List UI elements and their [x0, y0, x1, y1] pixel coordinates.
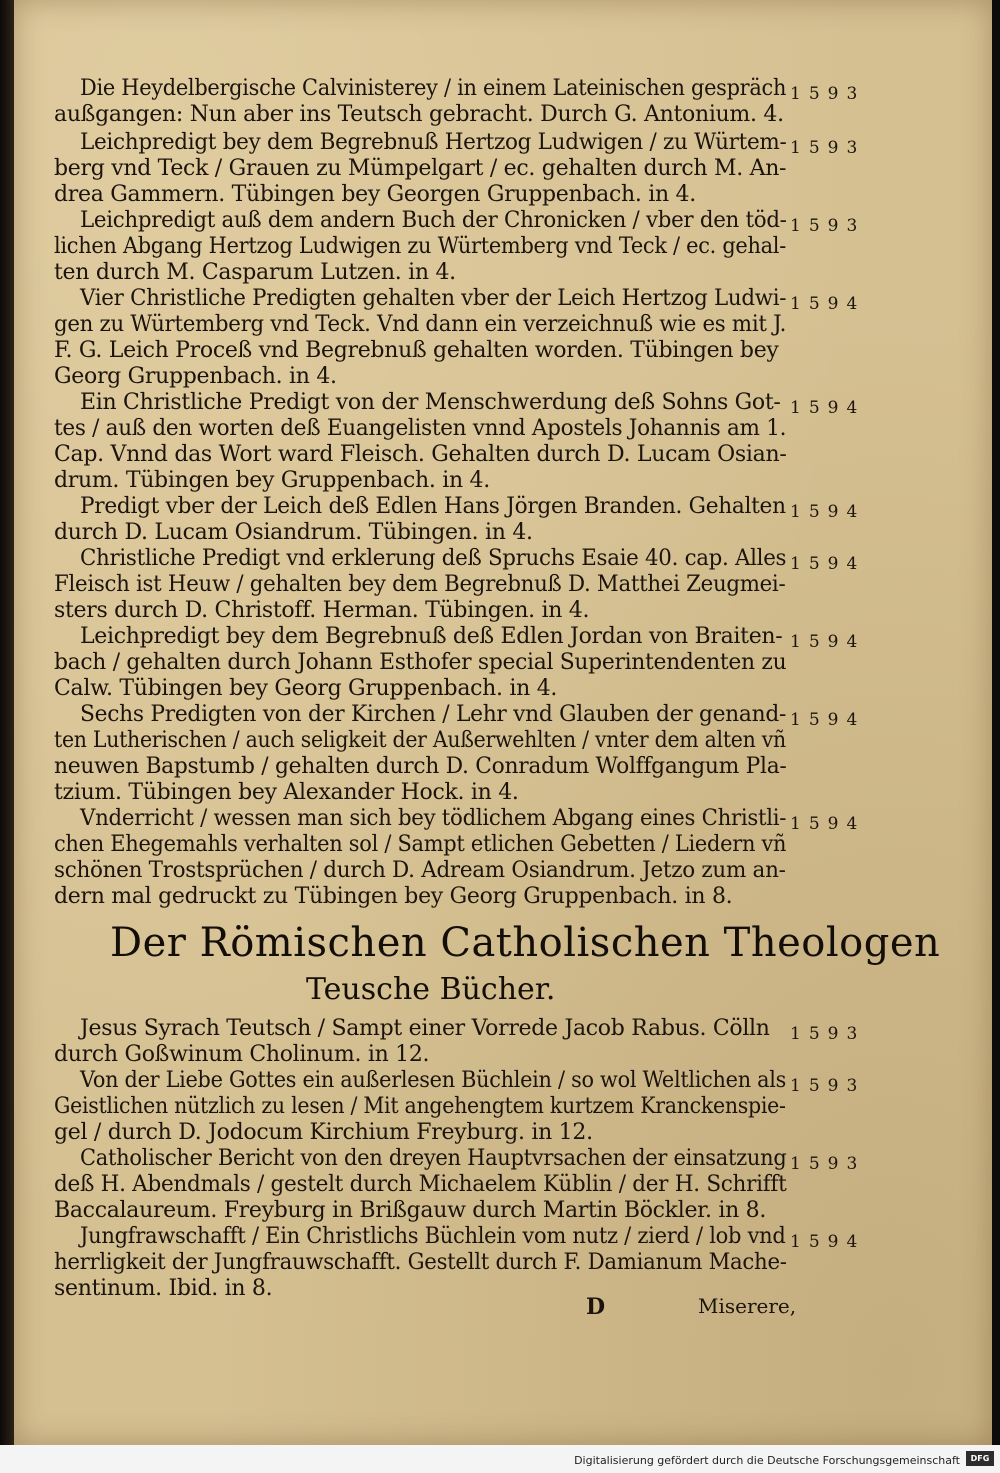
lutheran-entry-line: Leichpredigt bey dem Begrebnuß deß Edlen Jordan von Braiten-: [80, 624, 783, 649]
lutheran-entry-line: lichen Abgang Hertzog Ludwigen zu Würtemberg vnd Teck / ec. gehal-: [54, 234, 786, 259]
catholic-entry-year: 1593: [790, 1076, 866, 1096]
catholic-entry-line: Geistlichen nützlich zu lesen / Mit angehengtem kurtzem Kranckenspie-: [54, 1094, 786, 1119]
section-heading: Der Römischen Catholischen Theologen: [110, 920, 941, 966]
signature-mark: D: [586, 1294, 606, 1320]
lutheran-entry-line: Sechs Predigten von der Kirchen / Lehr vnd Glauben der genand-: [80, 702, 787, 727]
lutheran-entry-year: 1594: [790, 294, 866, 314]
page-right-edge: [992, 0, 1000, 1445]
lutheran-entry-year: 1594: [790, 502, 866, 522]
footer-credit: Digitalisierung gefördert durch die Deutsche Forschungsgemeinschaft: [574, 1454, 960, 1467]
lutheran-entry-year: 1594: [790, 554, 866, 574]
lutheran-entry-line: Predigt vber der Leich deß Edlen Hans Jörgen Branden. Gehalten: [80, 494, 786, 519]
footer-bar: [0, 1445, 1000, 1473]
lutheran-entry-line: sters durch D. Christoff. Herman. Tübingen. in 4.: [54, 598, 590, 623]
lutheran-entry-line: ten Lutherischen / auch seligkeit der Außerwehlten / vnter dem alten vñ: [54, 728, 786, 753]
lutheran-entry-year: 1593: [790, 216, 866, 236]
lutheran-entry-year: 1594: [790, 814, 866, 834]
dfg-logo-icon: DFG: [966, 1451, 994, 1466]
lutheran-entry-line: neuwen Bapstumb / gehalten durch D. Conradum Wolffgangum Pla-: [54, 754, 787, 779]
lutheran-entry-line: chen Ehegemahls verhalten sol / Sampt etlichen Gebetten / Liedern vñ: [54, 832, 787, 857]
lutheran-entry-year: 1594: [790, 710, 866, 730]
lutheran-entry-line: Calw. Tübingen bey Georg Gruppenbach. in 4.: [54, 676, 558, 701]
lutheran-entry-line: ten durch M. Casparum Lutzen. in 4.: [54, 260, 456, 285]
catchword: Miserere,: [698, 1294, 797, 1318]
lutheran-entry-line: Christliche Predigt vnd erklerung deß Spruchs Esaie 40. cap. Alles: [80, 546, 787, 571]
catholic-entry-line: gel / durch D. Jodocum Kirchium Freyburg. in 12.: [54, 1120, 593, 1145]
lutheran-entry-line: Cap. Vnnd das Wort ward Fleisch. Gehalten durch D. Lucam Osian-: [54, 442, 787, 467]
lutheran-entry-year: 1594: [790, 632, 866, 652]
catholic-entry-line: Von der Liebe Gottes ein außerlesen Büchlein / so wol Weltlichen als: [80, 1068, 787, 1093]
lutheran-entry-line: drea Gammern. Tübingen bey Georgen Gruppenbach. in 4.: [54, 182, 696, 207]
lutheran-entry-line: außgangen: Nun aber ins Teutsch gebracht. Durch G. Antonium. 4.: [54, 102, 784, 127]
catholic-entry-line: deß H. Abendmals / gestelt durch Michaelem Küblin / der H. Schrifft: [54, 1172, 787, 1197]
lutheran-entry-year: 1593: [790, 84, 866, 104]
lutheran-entry-line: Leichpredigt auß dem andern Buch der Chronicken / vber den töd-: [80, 208, 787, 233]
lutheran-entry-line: berg vnd Teck / Grauen zu Mümpelgart / ec. gehalten durch M. An-: [54, 156, 787, 181]
catholic-entry-line: herrligkeit der Jungfrauwschafft. Gestellt durch F. Damianum Mache-: [54, 1250, 787, 1275]
catholic-entry-line: Catholischer Bericht von den dreyen Hauptvrsachen der einsatzung: [80, 1146, 787, 1171]
catholic-entry-line: durch Goßwinum Cholinum. in 12.: [54, 1042, 430, 1067]
catholic-entry-line: Baccalaureum. Freyburg in Brißgauw durch Martin Böckler. in 8.: [54, 1198, 767, 1223]
lutheran-entry-line: F. G. Leich Proceß vnd Begrebnuß gehalten worden. Tübingen bey: [54, 338, 779, 363]
catholic-entry-year: 1594: [790, 1232, 866, 1252]
lutheran-entry-line: Die Heydelbergische Calvinisterey / in einem Lateinischen gespräch: [80, 76, 787, 101]
lutheran-entry-line: Ein Christliche Predigt von der Menschwerdung deß Sohns Got-: [80, 390, 781, 415]
scanned-page: [14, 0, 992, 1445]
catholic-entry-line: sentinum. Ibid. in 8.: [54, 1276, 273, 1301]
lutheran-entry-line: Vnderricht / wessen man sich bey tödlichem Abgang eines Christli-: [80, 806, 787, 831]
catholic-entry-line: Jungfrawschafft / Ein Christlichs Büchlein vom nutz / zierd / lob vnd: [80, 1224, 786, 1249]
lutheran-entry-line: Fleisch ist Heuw / gehalten bey dem Begrebnuß D. Matthei Zeugmei-: [54, 572, 786, 597]
lutheran-entry-line: Leichpredigt bey dem Begrebnuß Hertzog Ludwigen / zu Würtem-: [80, 130, 787, 155]
catholic-entry-year: 1593: [790, 1154, 866, 1174]
lutheran-entry-line: bach / gehalten durch Johann Esthofer special Superintendenten zu: [54, 650, 787, 675]
lutheran-entry-year: 1593: [790, 138, 866, 158]
lutheran-entry-line: durch D. Lucam Osiandrum. Tübingen. in 4.: [54, 520, 533, 545]
lutheran-entry-line: tes / auß den worten deß Euangelisten vnnd Apostels Johannis am 1.: [54, 416, 787, 441]
lutheran-entry-line: tzium. Tübingen bey Alexander Hock. in 4.: [54, 780, 519, 805]
lutheran-entry-line: gen zu Würtemberg vnd Teck. Vnd dann ein verzeichnuß wie es mit J.: [54, 312, 787, 337]
book-spine-edge: [0, 0, 14, 1445]
lutheran-entry-line: Vier Christliche Predigten gehalten vber der Leich Hertzog Ludwi-: [80, 286, 787, 311]
lutheran-entry-line: dern mal gedruckt zu Tübingen bey Georg Gruppenbach. in 8.: [54, 884, 733, 909]
lutheran-entry-line: Georg Gruppenbach. in 4.: [54, 364, 337, 389]
lutheran-entry-line: schönen Trostsprüchen / durch D. Adream Osiandrum. Jetzo zum an-: [54, 858, 786, 883]
section-subheading: Teusche Bücher.: [306, 972, 556, 1007]
catholic-entry-year: 1593: [790, 1024, 866, 1044]
catholic-entry-line: Jesus Syrach Teutsch / Sampt einer Vorrede Jacob Rabus. Cölln: [80, 1016, 770, 1041]
lutheran-entry-year: 1594: [790, 398, 866, 418]
lutheran-entry-line: drum. Tübingen bey Gruppenbach. in 4.: [54, 468, 490, 493]
